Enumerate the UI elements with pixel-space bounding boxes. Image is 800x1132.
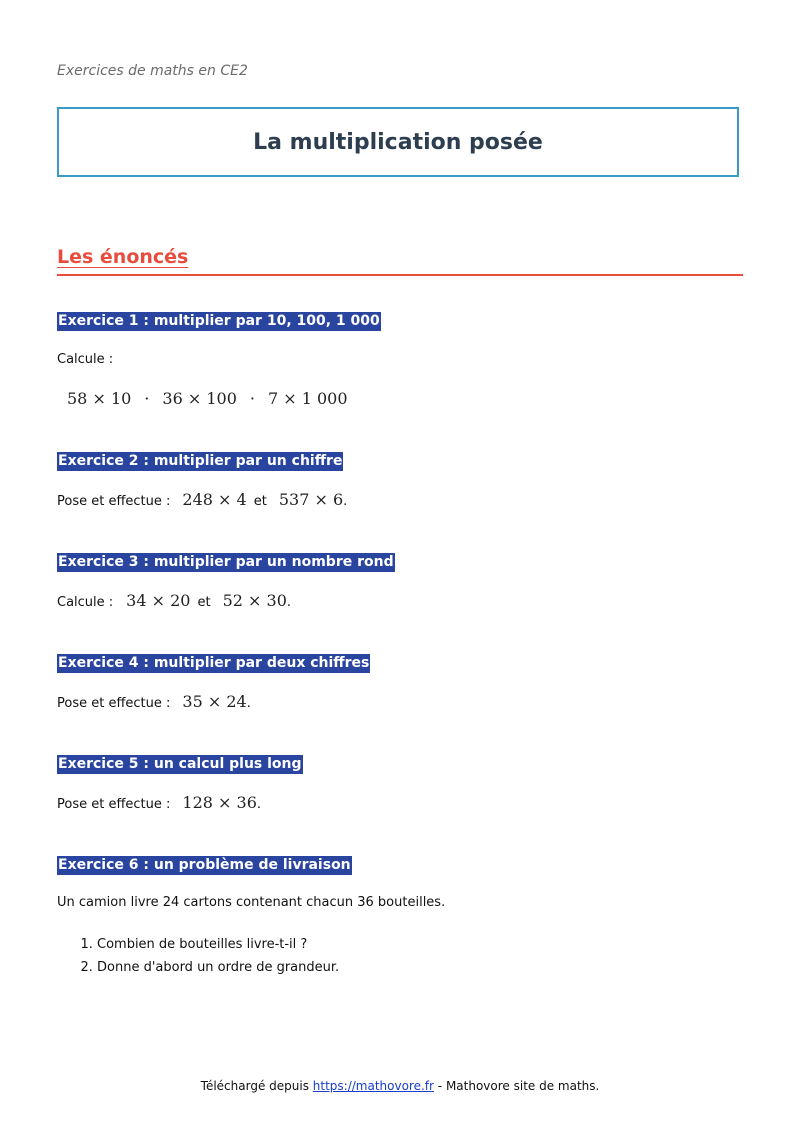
math-separator: · bbox=[249, 389, 255, 408]
exercise-3-line bbox=[57, 591, 291, 610]
exercise-2-line bbox=[57, 490, 347, 509]
title-box bbox=[57, 107, 739, 177]
exercise-1-prompt: Calcule : bbox=[57, 352, 114, 367]
exercise-2-heading: Exercice 2 : multiplier par un chiffre bbox=[58, 453, 343, 469]
list-item: 2. Donne d'abord un ordre de grandeur. bbox=[97, 956, 339, 979]
footer bbox=[0, 1079, 800, 1093]
exercise-5-heading: Exercice 5 : un calcul plus long bbox=[58, 756, 302, 772]
exercise-1-math bbox=[67, 389, 348, 408]
math-separator: · bbox=[144, 389, 150, 408]
math-expression: 7 × 1 000 bbox=[267, 389, 348, 408]
math-period: . bbox=[256, 797, 262, 812]
exercise-4-prompt: Pose et effectue : bbox=[57, 696, 171, 711]
math-period: . bbox=[286, 595, 292, 610]
exercise-3-prompt: Calcule : bbox=[57, 595, 114, 610]
section-divider bbox=[57, 274, 743, 276]
exercise-6-questions bbox=[57, 933, 339, 979]
math-expression: 537 × 6 bbox=[278, 490, 344, 509]
math-conjunction: et bbox=[197, 595, 211, 610]
math-expression: 128 × 36 bbox=[182, 793, 257, 812]
exercise-5-line bbox=[57, 793, 261, 812]
footer-prefix: Téléchargé depuis bbox=[200, 1079, 309, 1093]
math-expression: 34 × 20 bbox=[126, 591, 191, 610]
exercise-2-prompt: Pose et effectue : bbox=[57, 494, 171, 509]
exercise-1-heading: Exercice 1 : multiplier par 10, 100, 1 000 bbox=[58, 313, 380, 329]
page-title: La multiplication posée bbox=[253, 129, 543, 155]
footer-suffix: - Mathovore site de maths. bbox=[437, 1079, 600, 1093]
exercise-6-heading: Exercice 6 : un problème de livraison bbox=[58, 857, 351, 873]
math-period: . bbox=[246, 696, 251, 711]
math-expression: 52 × 30 bbox=[222, 591, 287, 610]
exercise-4-heading: Exercice 4 : multiplier par deux chiffres bbox=[58, 655, 370, 671]
exercise-3-heading: Exercice 3 : multiplier par un nombre rond bbox=[58, 554, 394, 570]
list-item: 1. Combien de bouteilles livre-t-il ? bbox=[97, 933, 339, 956]
page-subtitle: Exercices de maths en CE2 bbox=[57, 63, 248, 79]
math-expression: 35 × 24 bbox=[182, 692, 247, 711]
math-expression: 58 × 10 bbox=[67, 389, 132, 408]
exercise-4-line bbox=[57, 692, 251, 711]
math-period: . bbox=[343, 494, 348, 509]
section-title: Les énoncés bbox=[57, 246, 189, 268]
exercise-6-prompt: Un camion livre 24 cartons contenant chacun 36 bouteilles. bbox=[57, 895, 446, 910]
footer-link[interactable]: https://mathovore.fr bbox=[312, 1079, 434, 1093]
math-expression: 248 × 4 bbox=[182, 490, 247, 509]
math-conjunction: et bbox=[253, 494, 267, 509]
math-expression: 36 × 100 bbox=[162, 389, 237, 408]
exercise-5-prompt: Pose et effectue : bbox=[57, 797, 171, 812]
